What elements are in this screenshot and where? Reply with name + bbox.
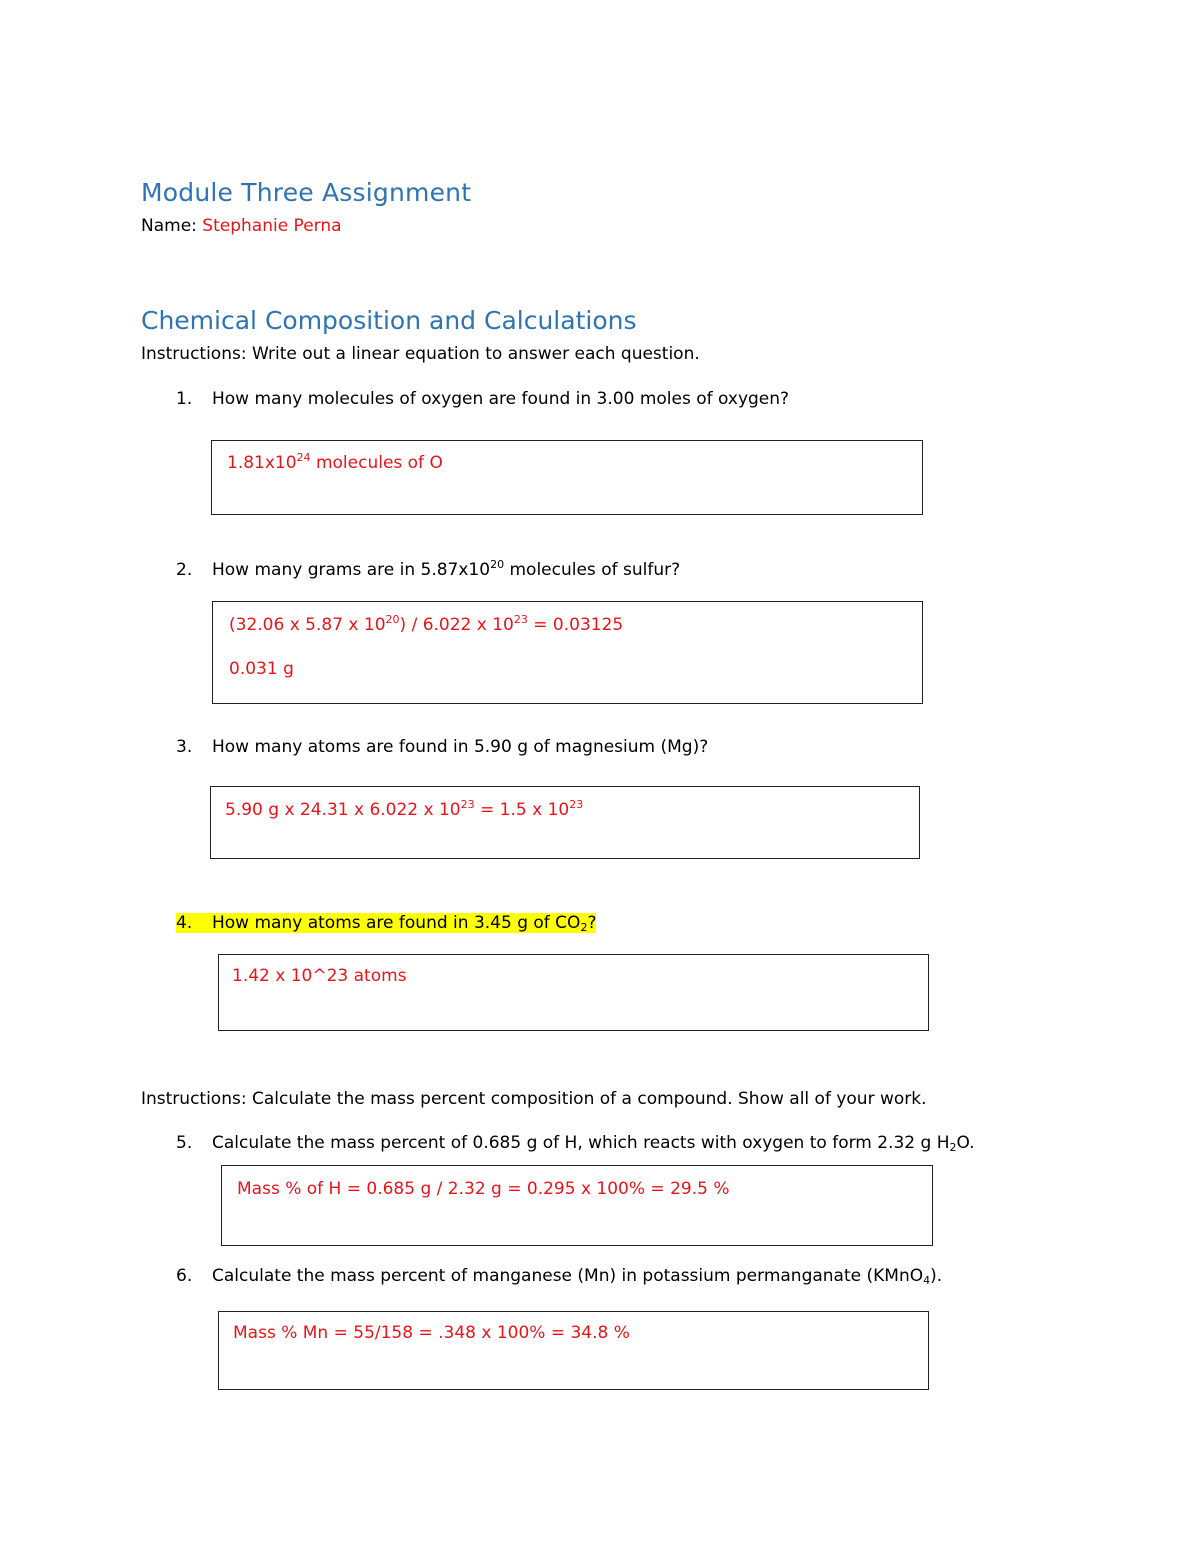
answer-box-5[interactable]: [221, 1165, 933, 1246]
question-4: 4. How many atoms are found in 3.45 g of $CO_2$?: [176, 913, 597, 934]
answer-line-1: (32.06 x 5.87 x $10^{20}) / 6.022$ x $10^{23} = 0.03125$: [229, 613, 624, 635]
question-number: 1.: [176, 389, 193, 409]
answer-box-1[interactable]: [211, 440, 923, 515]
question-1: [176, 389, 789, 409]
name-label: Name:: [141, 216, 197, 236]
question-number: 5.: [176, 1133, 193, 1153]
question-number: 2.: [176, 560, 193, 580]
question-number: 4.: [176, 913, 193, 933]
answer-text: $1.81x10^{24}$ molecules of O: [227, 451, 443, 473]
answer-box-4[interactable]: [218, 954, 929, 1031]
question-2: 2. How many grams are in $5.87x10^{20}$ molecules of sulfur?: [176, 558, 681, 580]
name-line: [141, 216, 342, 236]
question-5: 5. Calculate the mass percent of 0.685 g of H, which reacts with oxygen to form 2.32 g $H_2O$.: [176, 1133, 975, 1154]
instructions-label: Instructions:: [141, 1089, 247, 1109]
question-3: [176, 737, 708, 757]
instructions-2: [141, 1089, 927, 1109]
question-number: 3.: [176, 737, 193, 757]
question-text: How many molecules of oxygen are found in 3.00 moles of oxygen?: [212, 389, 790, 409]
answer-box-6[interactable]: [218, 1311, 929, 1390]
name-value: Stephanie Perna: [202, 216, 342, 236]
answer-text: 1.42 x 10^23 atoms: [232, 966, 407, 986]
answer-text: Mass % of H = 0.685 g / 2.32 g = 0.295 x 100% = 29.5 %: [237, 1179, 730, 1199]
instructions-1: [141, 344, 700, 364]
instructions-label: Instructions:: [141, 344, 247, 364]
instructions-text: Write out a linear equation to answer each question.: [251, 344, 700, 364]
document-title: Module Three Assignment: [141, 178, 472, 207]
answer-box-3[interactable]: [210, 786, 920, 859]
answer-line-2: 0.031 g: [229, 659, 294, 679]
question-6: 6. Calculate the mass percent of manganese (Mn) in potassium permanganate (KMnO$_4$).: [176, 1266, 943, 1287]
answer-text: 5.90 g x 24.31 x 6.022 x $10^{23} = 1.5$ x $10^{23}$: [225, 798, 584, 820]
answer-box-2[interactable]: [212, 601, 923, 704]
answer-text: Mass % Mn = 55/158 = .348 x 100% = 34.8 %: [233, 1323, 630, 1343]
question-text: How many atoms are found in 5.90 g of magnesium (Mg)?: [212, 737, 709, 757]
question-number: 6.: [176, 1266, 193, 1286]
instructions-text: Calculate the mass percent composition of a compound. Show all of your work.: [251, 1089, 927, 1109]
section-title: Chemical Composition and Calculations: [141, 306, 637, 335]
